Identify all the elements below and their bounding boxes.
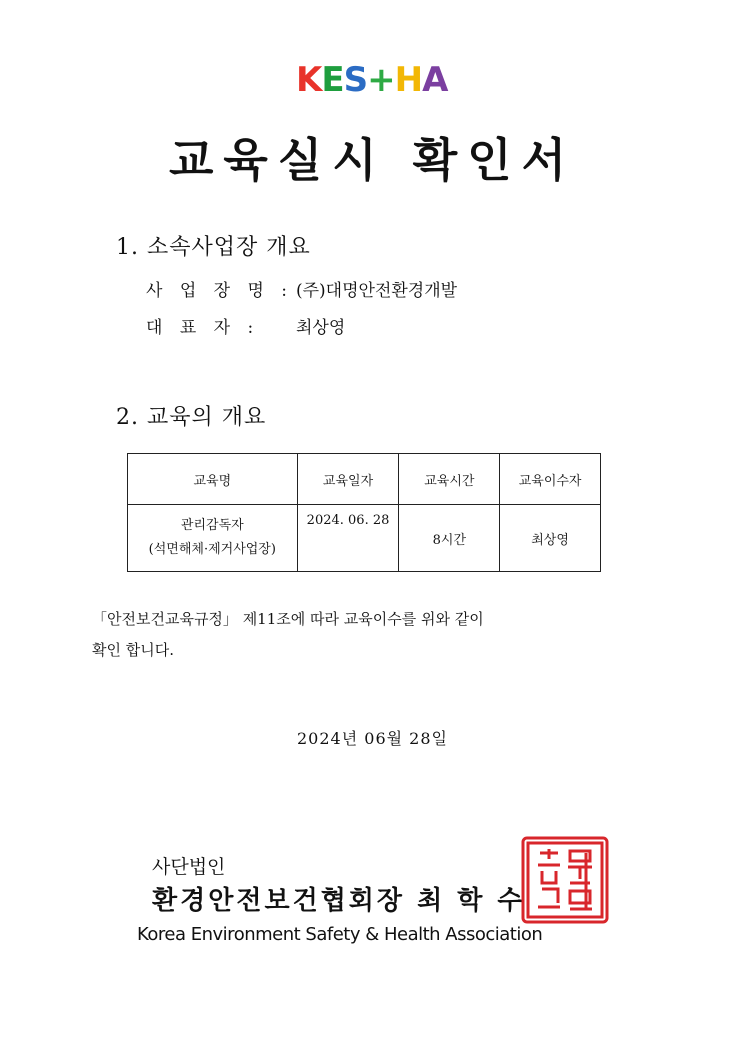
trainee-cell: 최상영 xyxy=(500,505,601,572)
course-name-cell xyxy=(128,505,298,572)
header-course-date: 교육일자 xyxy=(297,454,399,505)
logo-letter-h: H xyxy=(394,60,423,100)
issue-date: 2024년 06월 28일 xyxy=(297,729,448,748)
table-header-row xyxy=(128,454,601,505)
confirmation-line2: 확인 합니다. xyxy=(92,641,174,659)
course-name-line2: (석면해체·제거사업장) xyxy=(148,542,276,557)
issuer-name: 환경안전보건협회장 최 학 수 xyxy=(152,886,526,916)
workplace-name-label: 사 업 장 명 : xyxy=(146,281,294,301)
course-hours-cell: 8시간 xyxy=(399,505,500,572)
education-table xyxy=(127,453,601,572)
workplace-name-row xyxy=(146,276,457,301)
section2-heading: 2. 교육의 개요 xyxy=(116,405,267,430)
corporation-type: 사단법인 xyxy=(152,856,226,878)
course-date-cell: 2024. 06. 28 xyxy=(297,505,399,572)
logo-plus-icon: + xyxy=(367,60,395,100)
representative-row xyxy=(146,313,345,338)
header-course-hours: 교육시간 xyxy=(399,454,500,505)
document-title: 교육실시 확인서 xyxy=(168,133,577,187)
representative-value: 최상영 xyxy=(296,318,346,338)
logo-letter-e: E xyxy=(321,60,344,100)
representative-label: 대 표 자 : xyxy=(146,318,260,338)
issuer-english-name: Korea Environment Safety & Health Association xyxy=(137,924,543,945)
workplace-name-value: (주)대명안전환경개발 xyxy=(296,281,458,301)
kesha-logo xyxy=(296,60,448,100)
official-seal-icon xyxy=(520,835,610,925)
header-course-name: 교육명 xyxy=(128,454,298,505)
header-trainee: 교육이수자 xyxy=(500,454,601,505)
course-name-line1: 관리감독자 xyxy=(180,518,244,533)
confirmation-line1: 「안전보건교육규정」 제11조에 따라 교육이수를 위와 같이 xyxy=(92,610,484,628)
logo-letter-s: S xyxy=(343,60,368,100)
confirmation-statement xyxy=(92,604,612,666)
table-row xyxy=(128,505,601,572)
logo-letter-k: K xyxy=(296,60,322,100)
logo-letter-a: A xyxy=(422,60,448,100)
section1-heading: 1. 소속사업장 개요 xyxy=(116,235,311,260)
